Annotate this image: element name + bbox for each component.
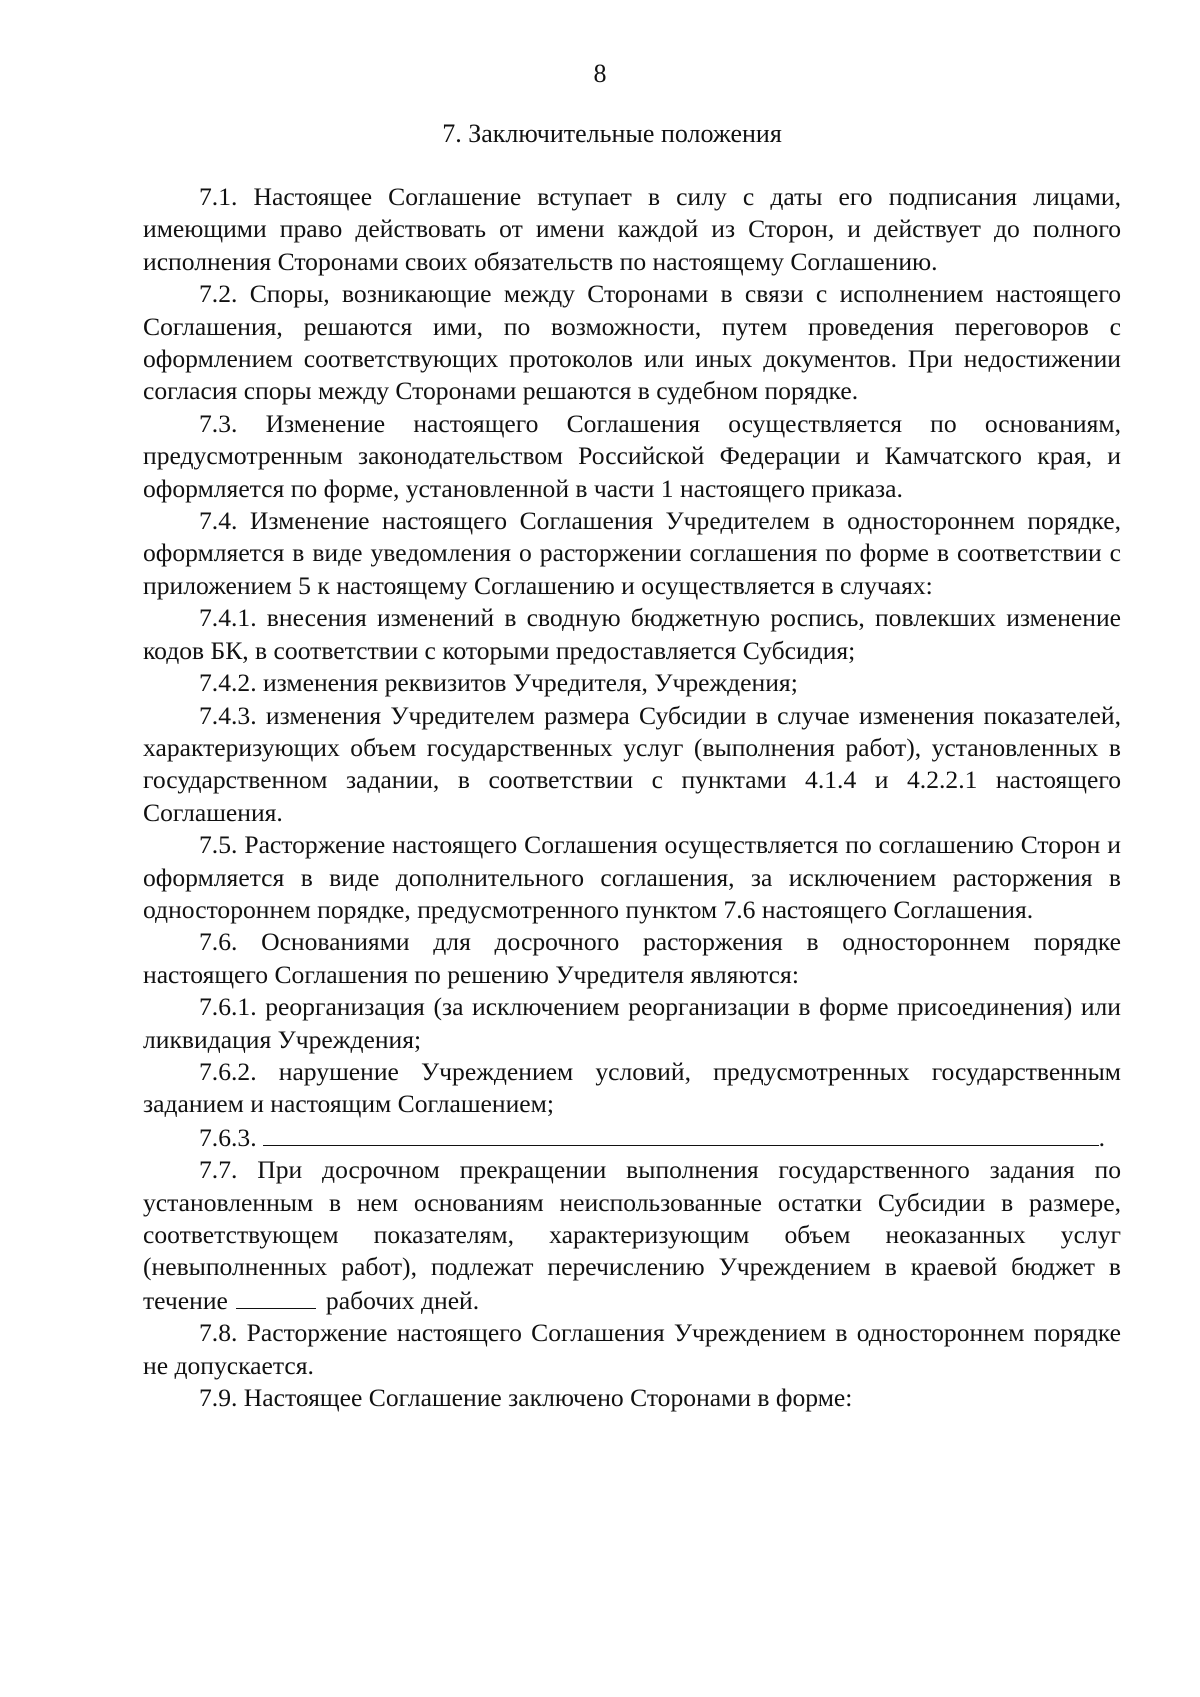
paragraph-7-6-1: 7.6.1. реорганизация (за исключением реорганизации в форме присоединения) или ликвидация Учреждения; xyxy=(143,992,1121,1054)
paragraph-7-5: 7.5. Расторжение настоящего Соглашения осуществляется по соглашению Сторон и оформляется в виде дополнительного соглашения, за исключением расторжения в одностороннем порядке, предусмотренного пунктом 7.6 настоящего Соглашения. xyxy=(143,830,1121,924)
paragraph-7-2: 7.2. Споры, возникающие между Сторонами в связи с исполнением настоящего Соглашения, решаются ими, по возможности, путем проведения переговоров с оформлением соответствующих протоколов или иных документов. При недостижении согласия споры между Сторонами решаются в судебном порядке. xyxy=(143,279,1121,406)
paragraph-7-4-2: 7.4.2. изменения реквизитов Учредителя, Учреждения; xyxy=(199,668,798,698)
paragraph-7-7-text: 7.7. При досрочном прекращении выполнения государственного задания по установленным в нем основаниям неиспользованные остатки Субсидии в размере, соответствующем показателям, характеризующим объем неоказанных услуг (невыполненных работ), подлежат перечислению Учреждением в краевой бюджет в течение xyxy=(143,1155,1121,1315)
paragraph-7-7 xyxy=(143,1154,1121,1317)
paragraph-7-6-2: 7.6.2. нарушение Учреждением условий, предусмотренных государственным заданием и настоящим Соглашением; xyxy=(143,1056,1121,1119)
paragraph-7-6-3-label: 7.6.3. xyxy=(199,1122,257,1152)
paragraph-7-4: 7.4. Изменение настоящего Соглашения Учредителем в одностороннем порядке, оформляется в виде уведомления о расторжении соглашения по форме в соответствии с приложением 5 к настоящему Соглашению и осуществляется в случаях: xyxy=(143,506,1121,600)
page-number: 8 xyxy=(593,59,607,88)
paragraph-7-6-3-end: . xyxy=(1098,1122,1105,1152)
document-body xyxy=(143,181,1121,1414)
paragraph-7-6: 7.6. Основаниями для досрочного расторжения в одностороннем порядке настоящего Соглашения по решению Учредителя являются: xyxy=(143,927,1121,989)
paragraph-7-4-3: 7.4.3. изменения Учредителем размера Субсидии в случае изменения показателей, характеризующих объем государственных услуг (выполнения работ), установленных в государственном задании, в соответствии с пунктами 4.1.4 и 4.2.2.1 настоящего Соглашения. xyxy=(143,700,1121,827)
paragraph-7-9: 7.9. Настоящее Соглашение заключено Сторонами в форме: xyxy=(199,1383,853,1413)
blank-days-field xyxy=(236,1284,316,1309)
section-title: 7. Заключительные положения xyxy=(442,119,782,148)
paragraph-7-1: 7.1. Настоящее Соглашение вступает в силу с даты его подписания лицами, имеющими право действовать от имени каждой из Сторон, и действует до полного исполнения Сторонами своих обязательств по настоящему Соглашению. xyxy=(143,182,1121,276)
paragraph-7-7-end: рабочих дней. xyxy=(325,1285,480,1315)
paragraph-7-3: 7.3. Изменение настоящего Соглашения осуществляется по основаниям, предусмотренным законодательством Российской Федерации и Камчатского края, и оформляется по форме, установленной в части 1 настоящего приказа. xyxy=(143,408,1121,503)
paragraph-7-8: 7.8. Расторжение настоящего Соглашения Учреждением в одностороннем порядке не допускается. xyxy=(143,1318,1121,1380)
blank-line-7-6-3 xyxy=(263,1121,1099,1146)
paragraph-7-4-1: 7.4.1. внесения изменений в сводную бюджетную роспись, повлекших изменение кодов БК, в соответствии с которыми предоставляется Субсидия; xyxy=(143,603,1121,665)
paragraph-7-6-3 xyxy=(143,1121,1121,1154)
